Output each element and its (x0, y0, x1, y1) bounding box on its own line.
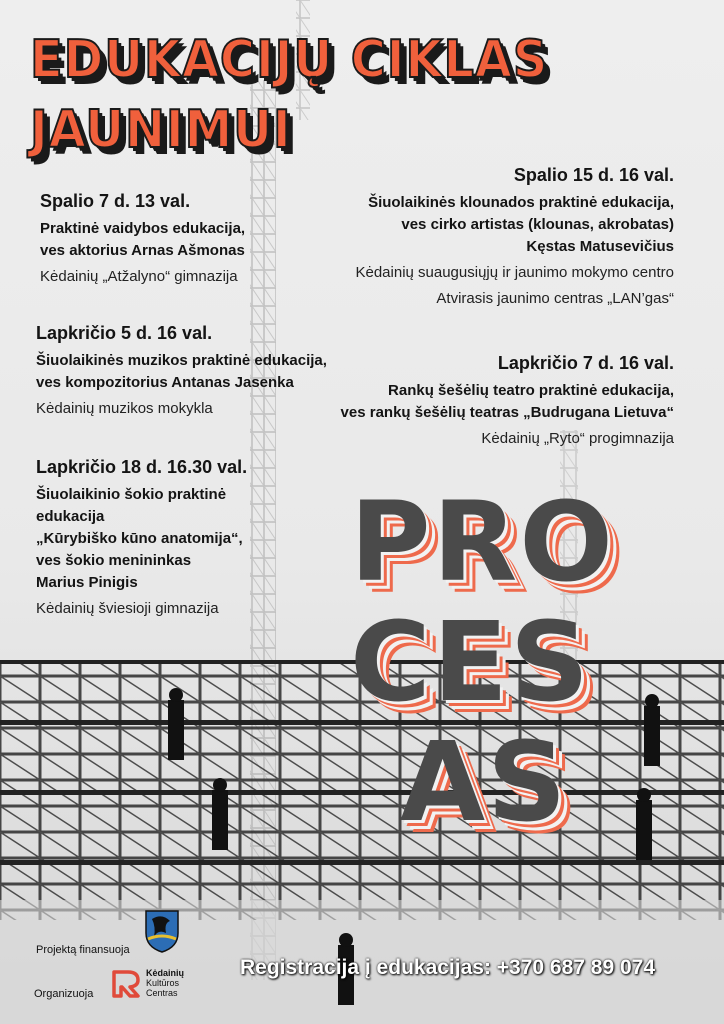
org-logo-line: Centras (146, 988, 178, 998)
event-venue: Kėdainių muzikos mokykla (36, 400, 213, 417)
event-venue: Kėdainių „Ryto“ progimnazija (481, 430, 674, 447)
event-desc: Šiuolaikinės muzikos praktinė edukacija, (36, 352, 327, 369)
event-venue: Atvirasis jaunimo centras „LAN’gas“ (436, 290, 674, 307)
event-4 (341, 352, 674, 450)
event-desc: ves šokio menininkas (36, 552, 192, 569)
procesas-line-1: PRO (350, 478, 615, 606)
event-date: Spalio 15 d. 16 val. (513, 165, 674, 185)
procesas-word (340, 478, 660, 846)
event-desc: Rankų šešėlių teatro praktinė edukacija, (388, 382, 674, 399)
title-line-1: EDUKACIJŲ CIKLAS (30, 30, 549, 90)
event-venue: Kėdainių šviesioji gimnazija (36, 600, 219, 617)
event-desc: ves rankų šešėlių teatras „Budrugana Lietuva“ (340, 404, 674, 421)
event-desc: „Kūrybiško kūno anatomija“, (36, 530, 243, 547)
procesas-line-3: AS (400, 718, 569, 846)
org-logo-line: Kultūros (146, 978, 180, 988)
event-desc: Marius Pinigis (36, 574, 138, 591)
event-date: Spalio 7 d. 13 val. (40, 191, 191, 211)
event-desc: Šiuolaikinės klounados praktinė edukacija, (368, 194, 674, 211)
event-desc: ves kompozitorius Antanas Jasenka (36, 374, 294, 391)
event-venue: Kėdainių „Atžalyno“ gimnazija (40, 268, 238, 285)
event-date: Lapkričio 18 d. 16.30 val. (36, 457, 248, 477)
organized-by-label: Organizuoja (34, 988, 94, 1000)
event-date: Lapkričio 5 d. 16 val. (36, 323, 213, 343)
event-desc: edukacija (36, 508, 105, 525)
event-date: Lapkričio 7 d. 16 val. (497, 353, 674, 373)
event-5 (36, 456, 247, 620)
event-desc: Kęstas Matusevičius (526, 238, 674, 255)
procesas-line-2: CES (350, 598, 592, 726)
event-desc: ves cirko artistas (klounas, akrobatas) (401, 216, 674, 233)
kedainiu-kulturos-centras-logo-icon (110, 968, 142, 1000)
org-logo-text (146, 968, 184, 998)
event-1 (40, 190, 245, 288)
event-3 (36, 322, 327, 420)
event-venue: Kėdainių suaugusiųjų ir jaunimo mokymo centro (355, 264, 674, 281)
title-line-2: JAUNIMUI (30, 100, 292, 160)
org-logo-line: Kėdainių (146, 968, 185, 978)
financed-by-label: Projektą finansuoja (36, 944, 130, 956)
coat-of-arms-icon (144, 909, 180, 953)
event-desc: ves aktorius Arnas Ašmonas (40, 242, 245, 259)
event-desc: Šiuolaikinio šokio praktinė (36, 486, 227, 503)
registration-text: Registracija į edukacijas: +370 687 89 074 (240, 956, 656, 979)
event-2 (355, 164, 674, 310)
event-desc: Praktinė vaidybos edukacija, (40, 220, 246, 237)
